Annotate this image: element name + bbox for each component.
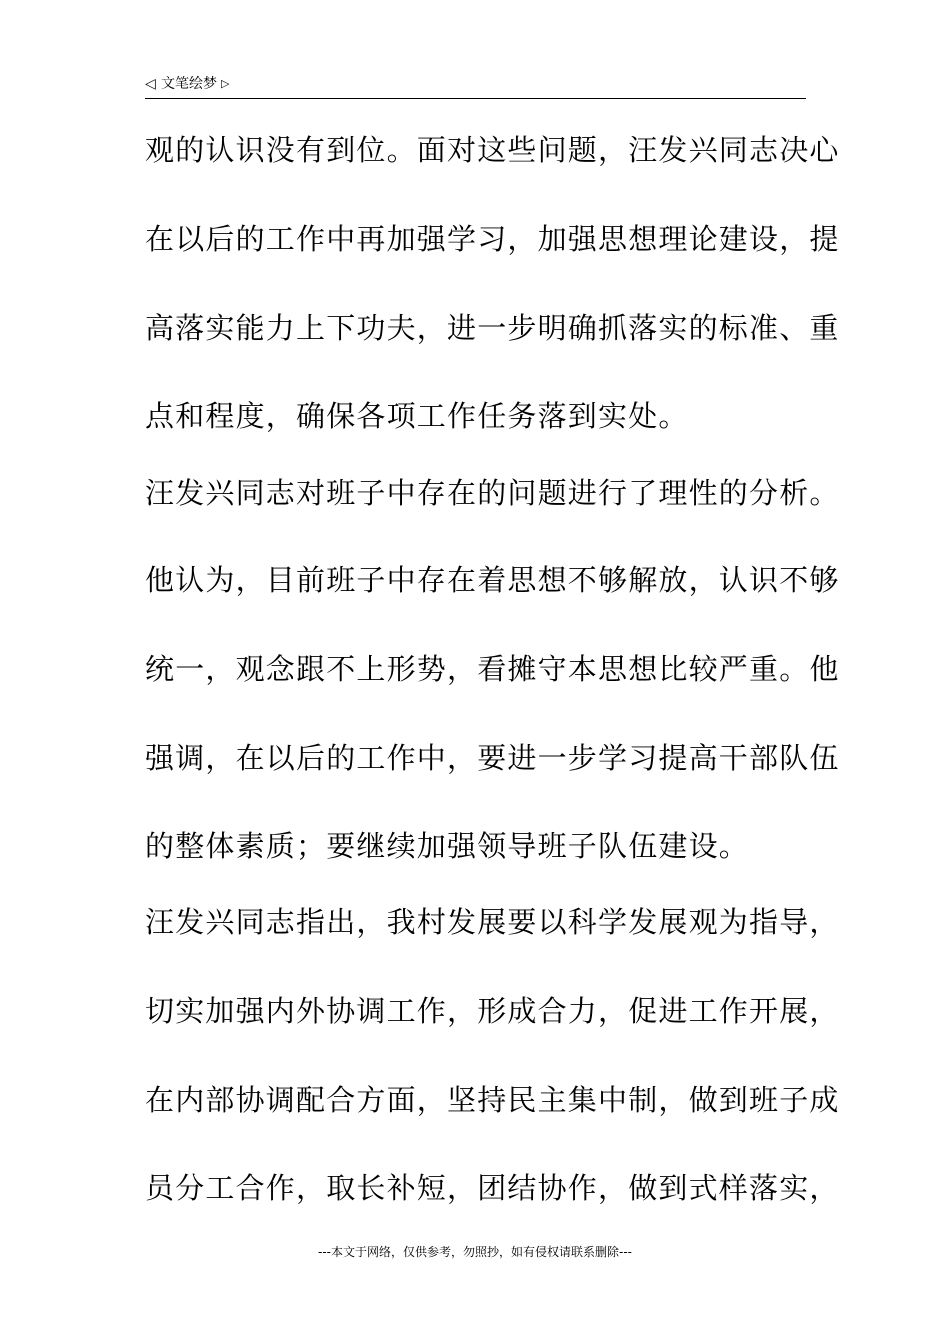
text-line: 高落实能力上下功夫，进一步明确抓落实的标准、重 — [145, 311, 840, 345]
text-line: 他认为，目前班子中存在着思想不够解放，认识不够 — [145, 563, 840, 597]
text-line: 在以后的工作中再加强学习，加强思想理论建设，提 — [145, 222, 840, 256]
text-line: 汪发兴同志指出，我村发展要以科学发展观为指导， — [145, 905, 840, 939]
text-line: 员分工合作，取长补短，团结协作，做到式样落实， — [145, 1171, 840, 1205]
text-line: 切实加强内外协调工作，形成合力，促进工作开展， — [145, 994, 840, 1028]
text-line: 点和程度，确保各项工作任务落到实处。 — [145, 399, 689, 433]
text-line: 汪发兴同志对班子中存在的问题进行了理性的分析。 — [145, 476, 840, 510]
right-triangle-icon: ▷ — [221, 77, 230, 90]
text-line: 在内部协调配合方面，坚持民主集中制，做到班子成 — [145, 1083, 840, 1117]
text-line: 的整体素质；要继续加强领导班子队伍建设。 — [145, 829, 750, 863]
footer-notice: ---本文于网络，仅供参考，勿照抄，如有侵权请联系删除--- — [318, 1245, 632, 1259]
text-line: 观的认识没有到位。面对这些问题，汪发兴同志决心 — [145, 133, 840, 167]
text-line: 强调，在以后的工作中，要进一步学习提高干部队伍 — [145, 741, 840, 775]
header-title: 文笔绘梦 — [161, 76, 217, 92]
page-header — [145, 74, 806, 99]
text-line: 统一，观念跟不上形势，看摊守本思想比较严重。他 — [145, 652, 840, 686]
left-triangle-icon: ◁ — [145, 76, 156, 92]
